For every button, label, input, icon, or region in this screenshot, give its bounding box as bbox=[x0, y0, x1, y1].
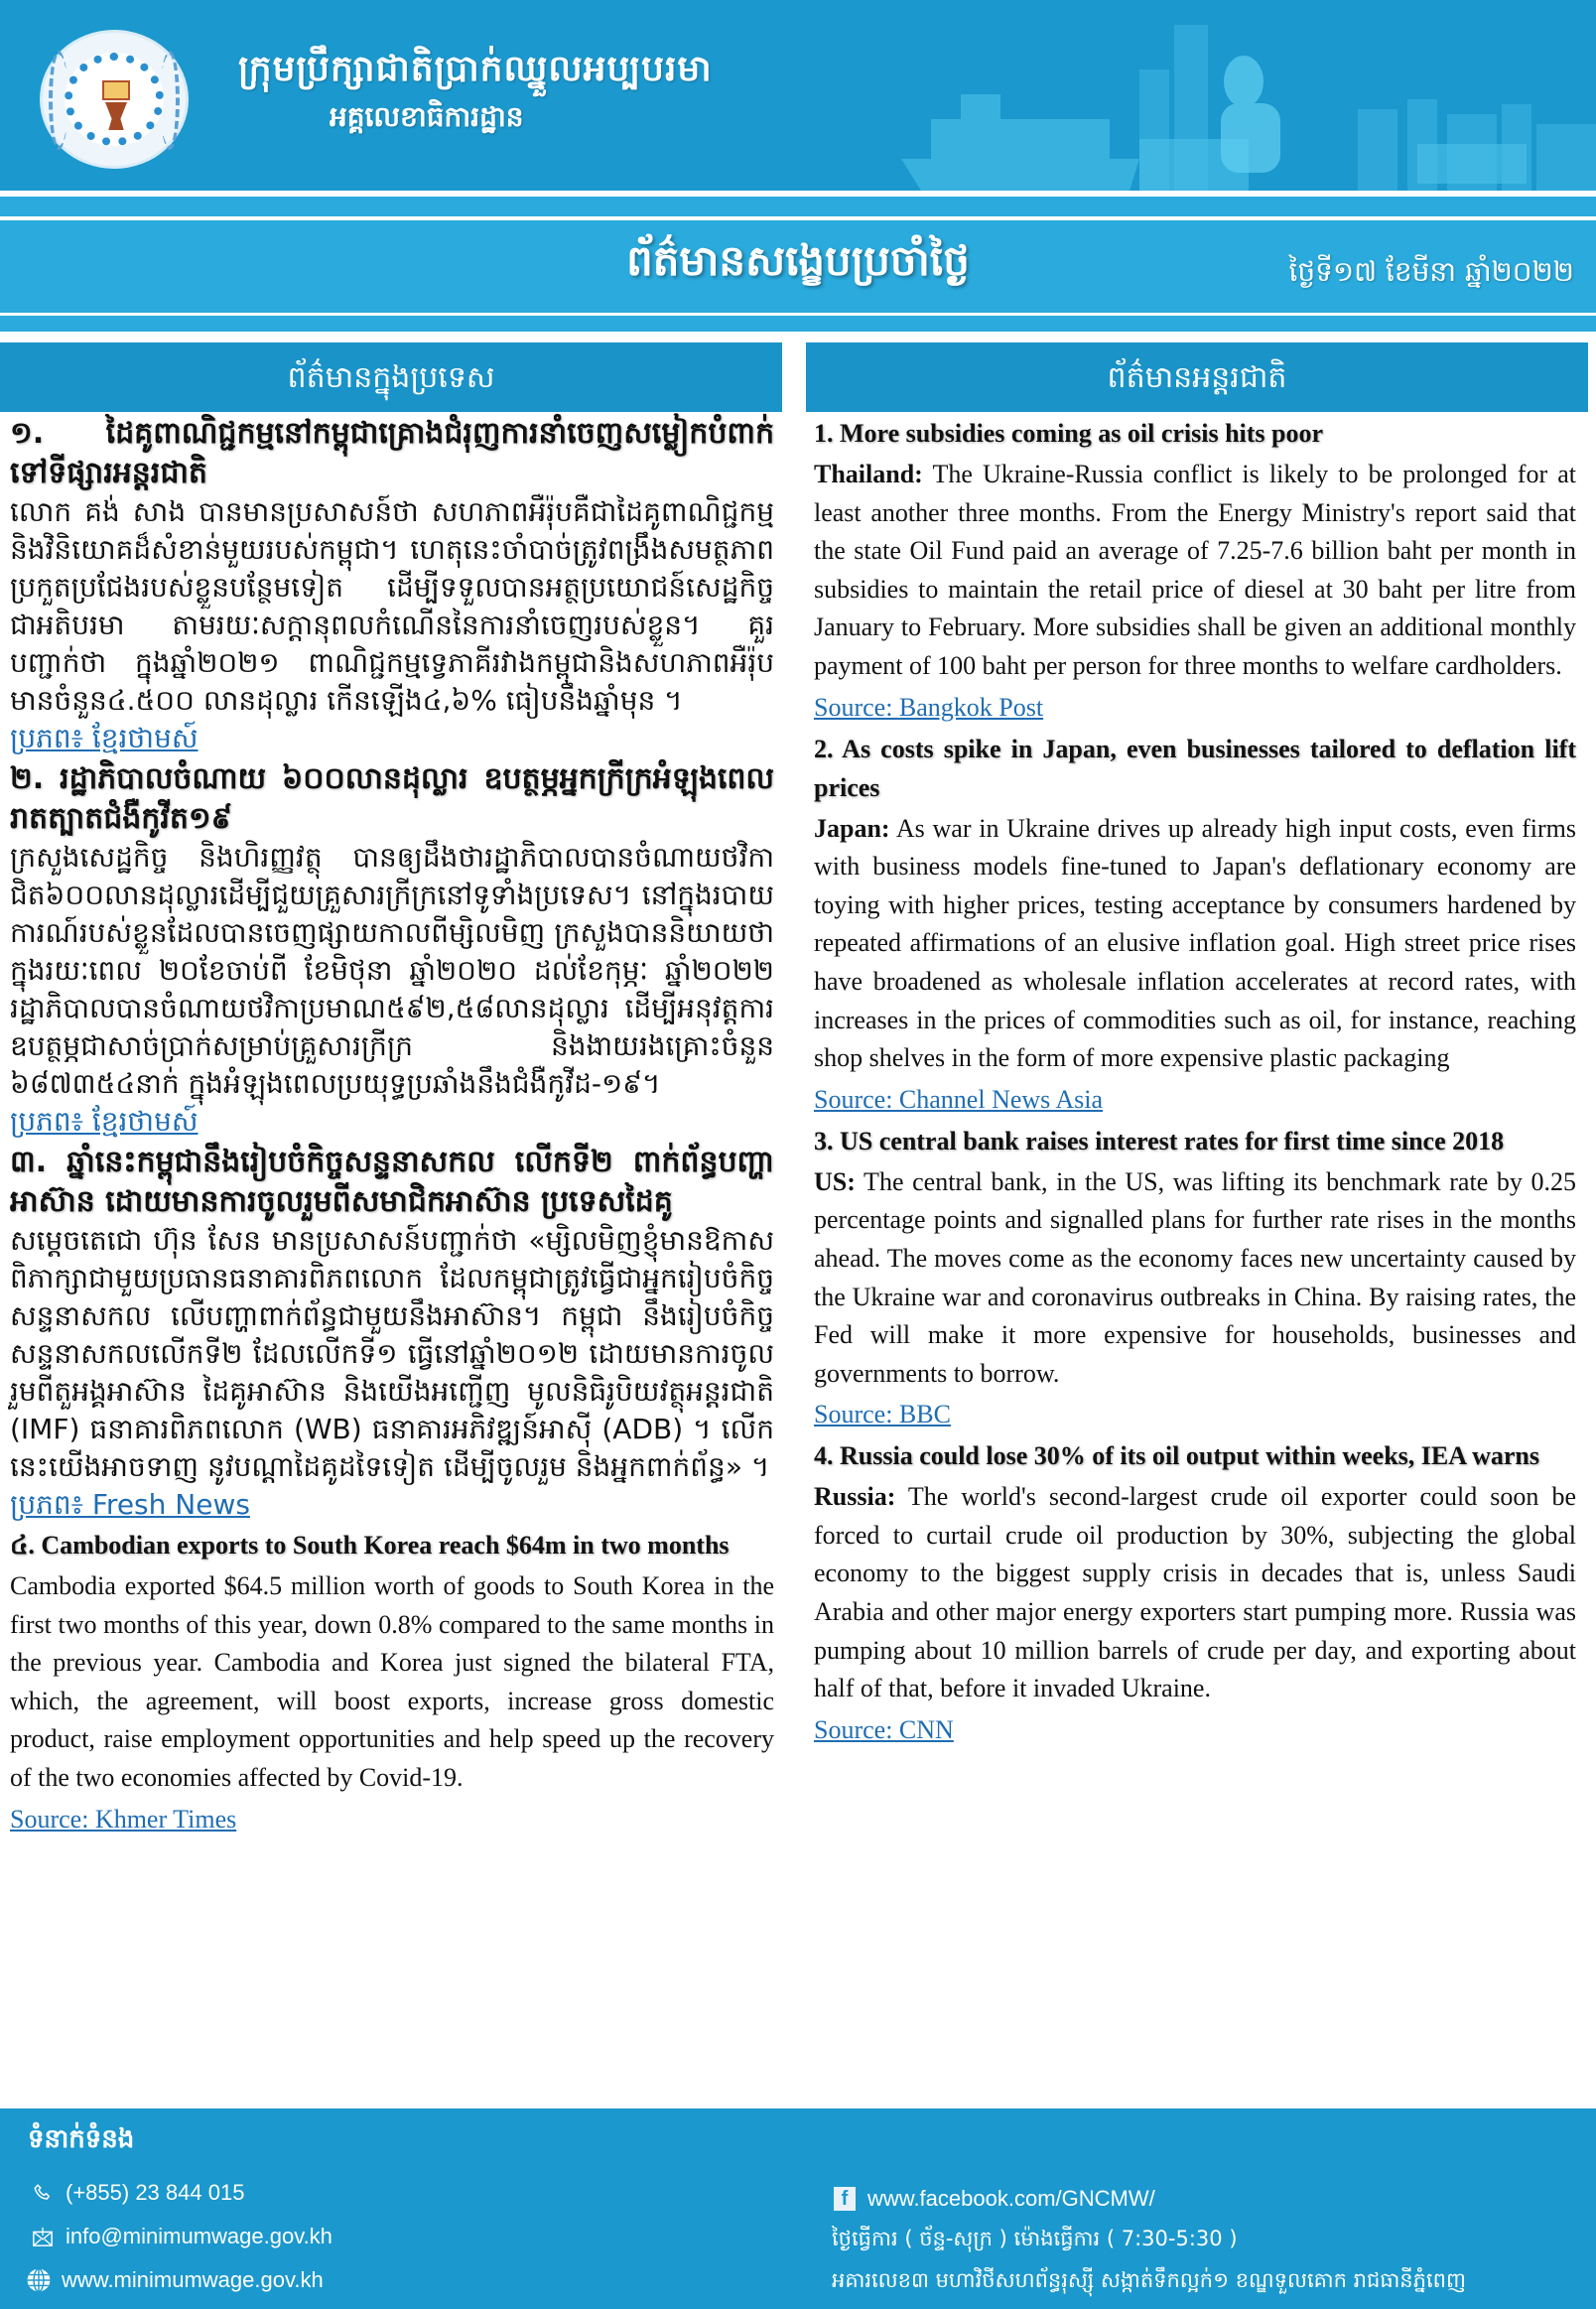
international-news-column bbox=[806, 342, 1588, 1752]
article-body bbox=[814, 456, 1576, 686]
contact-title: ទំនាក់ទំនង bbox=[28, 2124, 135, 2154]
article-title: 2. As costs spike in Japan, even businesses tailored to deflation lift prices bbox=[814, 734, 1576, 802]
website-row bbox=[26, 2267, 324, 2293]
international-article-2 bbox=[814, 730, 1576, 1120]
facebook-icon: f bbox=[832, 2186, 858, 2212]
source-link[interactable]: ប្រភព៖ ខ្មែរថាមស៍ bbox=[10, 1105, 199, 1138]
organization-subtitle: អគ្គលេខាធិការដ្ឋាន bbox=[330, 100, 524, 133]
international-news-heading: ព័ត៌មានអន្តរជាតិ bbox=[806, 342, 1588, 412]
article-body bbox=[814, 810, 1576, 1078]
phone-number[interactable]: (+855) 23 844 015 bbox=[66, 2180, 245, 2205]
city-port-illustration bbox=[842, 0, 1596, 191]
article-body: សម្តេចតេជោ ហ៊ុន សែន មានប្រសាសន៍បញ្ជាក់ថា «ម្សិលមិញខ្ញុំមានឱកាសពិភាក្សាជាមួយប្រធានធនាគារពិភពលោក ដែលកម្ពុជាត្រូវធ្វើជាអ្នករៀបចំកិច្ចសន្ទនាសកល លើបញ្ហាពាក់ព័ន្ធជាមួយនឹងអាស៊ាន។ កម្ពុជា នឹងរៀបចំកិច្ចសន្ទនាសកលលើកទី២ ដែលលើកទី១ ធ្វើនៅឆ្នាំ២០១២ ដោយមានការចូលរួមពីតួអង្គអាស៊ាន ដៃគូអាស៊ាន និងយើងអញ្ជើញ មូលនិធិរូបិយវត្ថុអន្តរជាតិ (IMF) ធនាគារពិភពលោក (WB) ធនាគារអភិវឌ្ឍន៍អាស៊ី (ADB) ។ លើកនេះយើងអាចទាញ នូវបណ្តាដៃគូដទៃទៀត ដើម្បីចូលរួម និងអ្នកពាក់ព័ន្ធ» ។ bbox=[10, 1224, 774, 1483]
domestic-article-3 bbox=[10, 1143, 774, 1524]
source-link[interactable]: ប្រភព៖ Fresh News bbox=[10, 1488, 250, 1521]
domestic-news-column bbox=[0, 342, 782, 1841]
article-body bbox=[814, 1478, 1576, 1708]
divider-band bbox=[0, 197, 1596, 216]
domestic-article-1 bbox=[10, 414, 774, 757]
phone-row bbox=[30, 2180, 244, 2206]
article-body: Cambodia exported $64.5 million worth of goods to South Korea in the first two months of this year, down 0.8% compared to the same months in the previous year. Cambodia and Korea just signed the bilateral FTA, which, the agreement, will boost exports, increase gross domestic product, raise employment opportunities and help speed up the recovery of the two economies affected by Covid-19. bbox=[10, 1571, 774, 1792]
source-link[interactable]: Source: Khmer Times bbox=[10, 1804, 237, 1834]
globe-icon bbox=[26, 2267, 52, 2293]
article-text: As war in Ukraine drives up already high input costs, even firms with business models fine-tuned to Japan's deflationary economy are toying with higher prices, testing acceptance by consumers hardened by repeated affirmations of an elusive inflation goal. High street price rises have broadened as wholesale inflation accelerates at record rates, with increases in the prices of commodities such as oil, for instance, reaching shop shelves in the form of more expensive plastic packaging bbox=[814, 813, 1576, 1073]
article-title: 3. US central bank raises interest rates for first time since 2018 bbox=[814, 1126, 1505, 1155]
header-banner bbox=[0, 0, 1596, 191]
international-article-3 bbox=[814, 1122, 1576, 1435]
article-body: លោក គង់ សាង បានមានប្រសាសន៍ថា សហភាពអឺរ៉ុបគឺជាដៃគូពាណិជ្ជកម្ម និងវិនិយោគដ៏សំខាន់មួយរបស់កម្ពុជា។ ហេតុនេះចាំបាច់ត្រូវពង្រឹងសមត្ថភាពប្រកួតប្រជែងរបស់ខ្លួនបន្ថែមទៀត ដើម្បីទទួលបានអត្ថប្រយោជន៍សេដ្ឋកិច្ចជាអតិបរមា តាមរយៈសក្តានុពលកំណើននៃការនាំចេញរបស់ខ្លួន។ គួរបញ្ជាក់ថា ក្នុងឆ្នាំ២០២១ ពាណិជ្ជកម្មទ្វេភាគីរវាងកម្ពុជានិងសហភាពអឺរ៉ុបមានចំនួន៤.៥០០ លានដុល្លារ កើនឡើង៤,៦% ធៀបនឹងឆ្នាំមុន ។ bbox=[10, 495, 774, 717]
article-text: The world's second-largest crude oil exporter could soon be forced to curtail crude oil production by 30%, subjecting the global economy to the biggest supply crisis in decades that is, unless Saudi Arabia and other major energy exporters start pumping more. Russia was pumping about 10 million barrels of crude per day, and exporting about half of that, before it invaded Ukraine. bbox=[814, 1482, 1576, 1703]
mail-icon bbox=[30, 2224, 56, 2249]
publication-date: ថ្ងៃទី១៧ ខែមីនា ឆ្នាំ២០២២ bbox=[1288, 255, 1574, 288]
title-band bbox=[0, 220, 1596, 313]
website-link[interactable]: www.minimumwage.gov.kh bbox=[62, 2267, 324, 2292]
article-country: Russia: bbox=[814, 1482, 896, 1512]
article-title: ១. ដៃគូពាណិជ្ជកម្មនៅកម្ពុជាគ្រោងជំរុញការនាំចេញសម្លៀកបំពាក់ទៅទីផ្សារអន្តរជាតិ bbox=[10, 416, 774, 490]
source-link[interactable]: ប្រភព៖ ខ្មែរថាមស៍ bbox=[10, 722, 199, 754]
facebook-row bbox=[832, 2186, 1155, 2212]
source-link[interactable]: Source: Bangkok Post bbox=[814, 692, 1044, 722]
domestic-article-4 bbox=[10, 1526, 774, 1839]
article-text: The Ukraine-Russia conflict is likely to be prolonged for at least another three months. From the Energy Ministry's report said that the state Oil Fund paid an average of 7.25-7.6 billion baht per month in subsidies to maintain the retail price of diesel at 30 baht per litre from January to February. More subsidies shall be given an additional monthly payment of 100 baht per person for three months to welfare cardholders. bbox=[814, 460, 1576, 680]
article-title: 1. More subsidies coming as oil crisis hits poor bbox=[814, 419, 1324, 448]
phone-icon bbox=[30, 2180, 56, 2206]
article-text: The central bank, in the US, was lifting its benchmark rate by 0.25 percentage points and signalled plans for further rate rises in the months ahead. The moves come as the economy faces new uncertainty caused by the Ukraine war and coronavirus outbreaks in China. By raising rates, the Fed will make it more expensive for households, businesses and governments to borrow. bbox=[814, 1166, 1576, 1388]
organization-name: ក្រុមប្រឹក្សាជាតិប្រាក់ឈ្នួលអប្បបរមា bbox=[238, 49, 713, 89]
page-title: ព័ត៌មានសង្ខេបប្រចាំថ្ងៃ bbox=[626, 236, 970, 285]
article-country: Thailand: bbox=[814, 460, 923, 488]
article-title: ៣. ឆ្នាំនេះកម្ពុជានឹងរៀបចំកិច្ចសន្ទនាសកល លើកទី២ ពាក់ព័ន្ធបញ្ហាអាស៊ាន ដោយមានការចូលរួមពីសមាជិកអាស៊ាន ប្រទេសដៃគូ bbox=[10, 1145, 774, 1219]
book-emblem-icon bbox=[102, 80, 130, 100]
article-title: ២. រដ្ឋាភិបាលចំណាយ ៦០០លានដុល្លារ ឧបត្ថម្ភអ្នកក្រីក្រអំឡុងពេលរាតត្បាតជំងឺកូវីត១៩ bbox=[10, 761, 774, 836]
article-title: 4. Russia could lose 30% of its oil output within weeks, IEA warns bbox=[814, 1441, 1539, 1471]
article-body: ក្រសួងសេដ្ឋកិច្ច និងហិរញ្ញវត្ថុ បានឲ្យដឹងថារដ្ឋាភិបាលបានចំណាយថវិកាជិត៦០០លានដុល្លារដើម្បីជួយគ្រួសារក្រីក្រនៅទូទាំងប្រទេស។ នៅក្នុងរបាយការណ៍របស់ខ្លួនដែលបានចេញផ្សាយកាលពីម្សិលមិញ ក្រសួងបាននិយាយថាក្នុងរយៈពេល ២០ខែចាប់ពី ខែមិថុនា ឆ្នាំ២០២០ ដល់ខែកុម្ភៈ ឆ្នាំ២០២២ រដ្ឋាភិបាលបានចំណាយថវិកាប្រមាណ៥៩២,៥៨លានដុល្លារ ដើម្បីអនុវត្តការឧបត្ថម្ភជាសាច់ប្រាក់សម្រាប់គ្រួសារក្រីក្រ និងងាយរងគ្រោះចំនួន ៦៨៧៣៥៤នាក់ ក្នុងអំឡុងពេលប្រយុទ្ធប្រឆាំងនឹងជំងឺកូវីដ-១៩។ bbox=[10, 841, 774, 1100]
divider-band bbox=[0, 316, 1596, 332]
international-article-4 bbox=[814, 1436, 1576, 1750]
article-country: US: bbox=[814, 1166, 856, 1196]
source-link[interactable]: Source: CNN bbox=[814, 1714, 954, 1744]
facebook-link[interactable]: www.facebook.com/GNCMW/ bbox=[867, 2186, 1155, 2211]
office-address: អគារលេខ៣ មហាវិថីសហព័ន្ធរុស្ស៊ី សង្កាត់ទឹកល្អក់១ ខណ្ឌទួលគោក រាជធានីភ្នំពេញ bbox=[832, 2268, 1466, 2292]
source-link[interactable]: Source: BBC bbox=[814, 1400, 951, 1429]
email-row bbox=[30, 2224, 332, 2249]
footer bbox=[0, 2108, 1596, 2309]
international-article-1 bbox=[814, 414, 1576, 728]
office-hours: ថ្ងៃធ្វើការ ( ច័ន្ទ-សុក្រ ) ម៉ោងធ្វើការ ( 7:30-5:30 ) bbox=[832, 2227, 1238, 2250]
email-address[interactable]: info@minimumwage.gov.kh bbox=[66, 2224, 332, 2248]
article-body bbox=[814, 1163, 1576, 1394]
ministry-logo bbox=[40, 30, 189, 169]
domestic-article-2 bbox=[10, 759, 774, 1141]
article-country: Japan: bbox=[814, 813, 890, 843]
source-link[interactable]: Source: Channel News Asia bbox=[814, 1084, 1104, 1114]
domestic-news-heading: ព័ត៌មានក្នុងប្រទេស bbox=[0, 342, 782, 412]
article-title: ៤. Cambodian exports to South Korea reach $64m in two months bbox=[10, 1531, 730, 1560]
